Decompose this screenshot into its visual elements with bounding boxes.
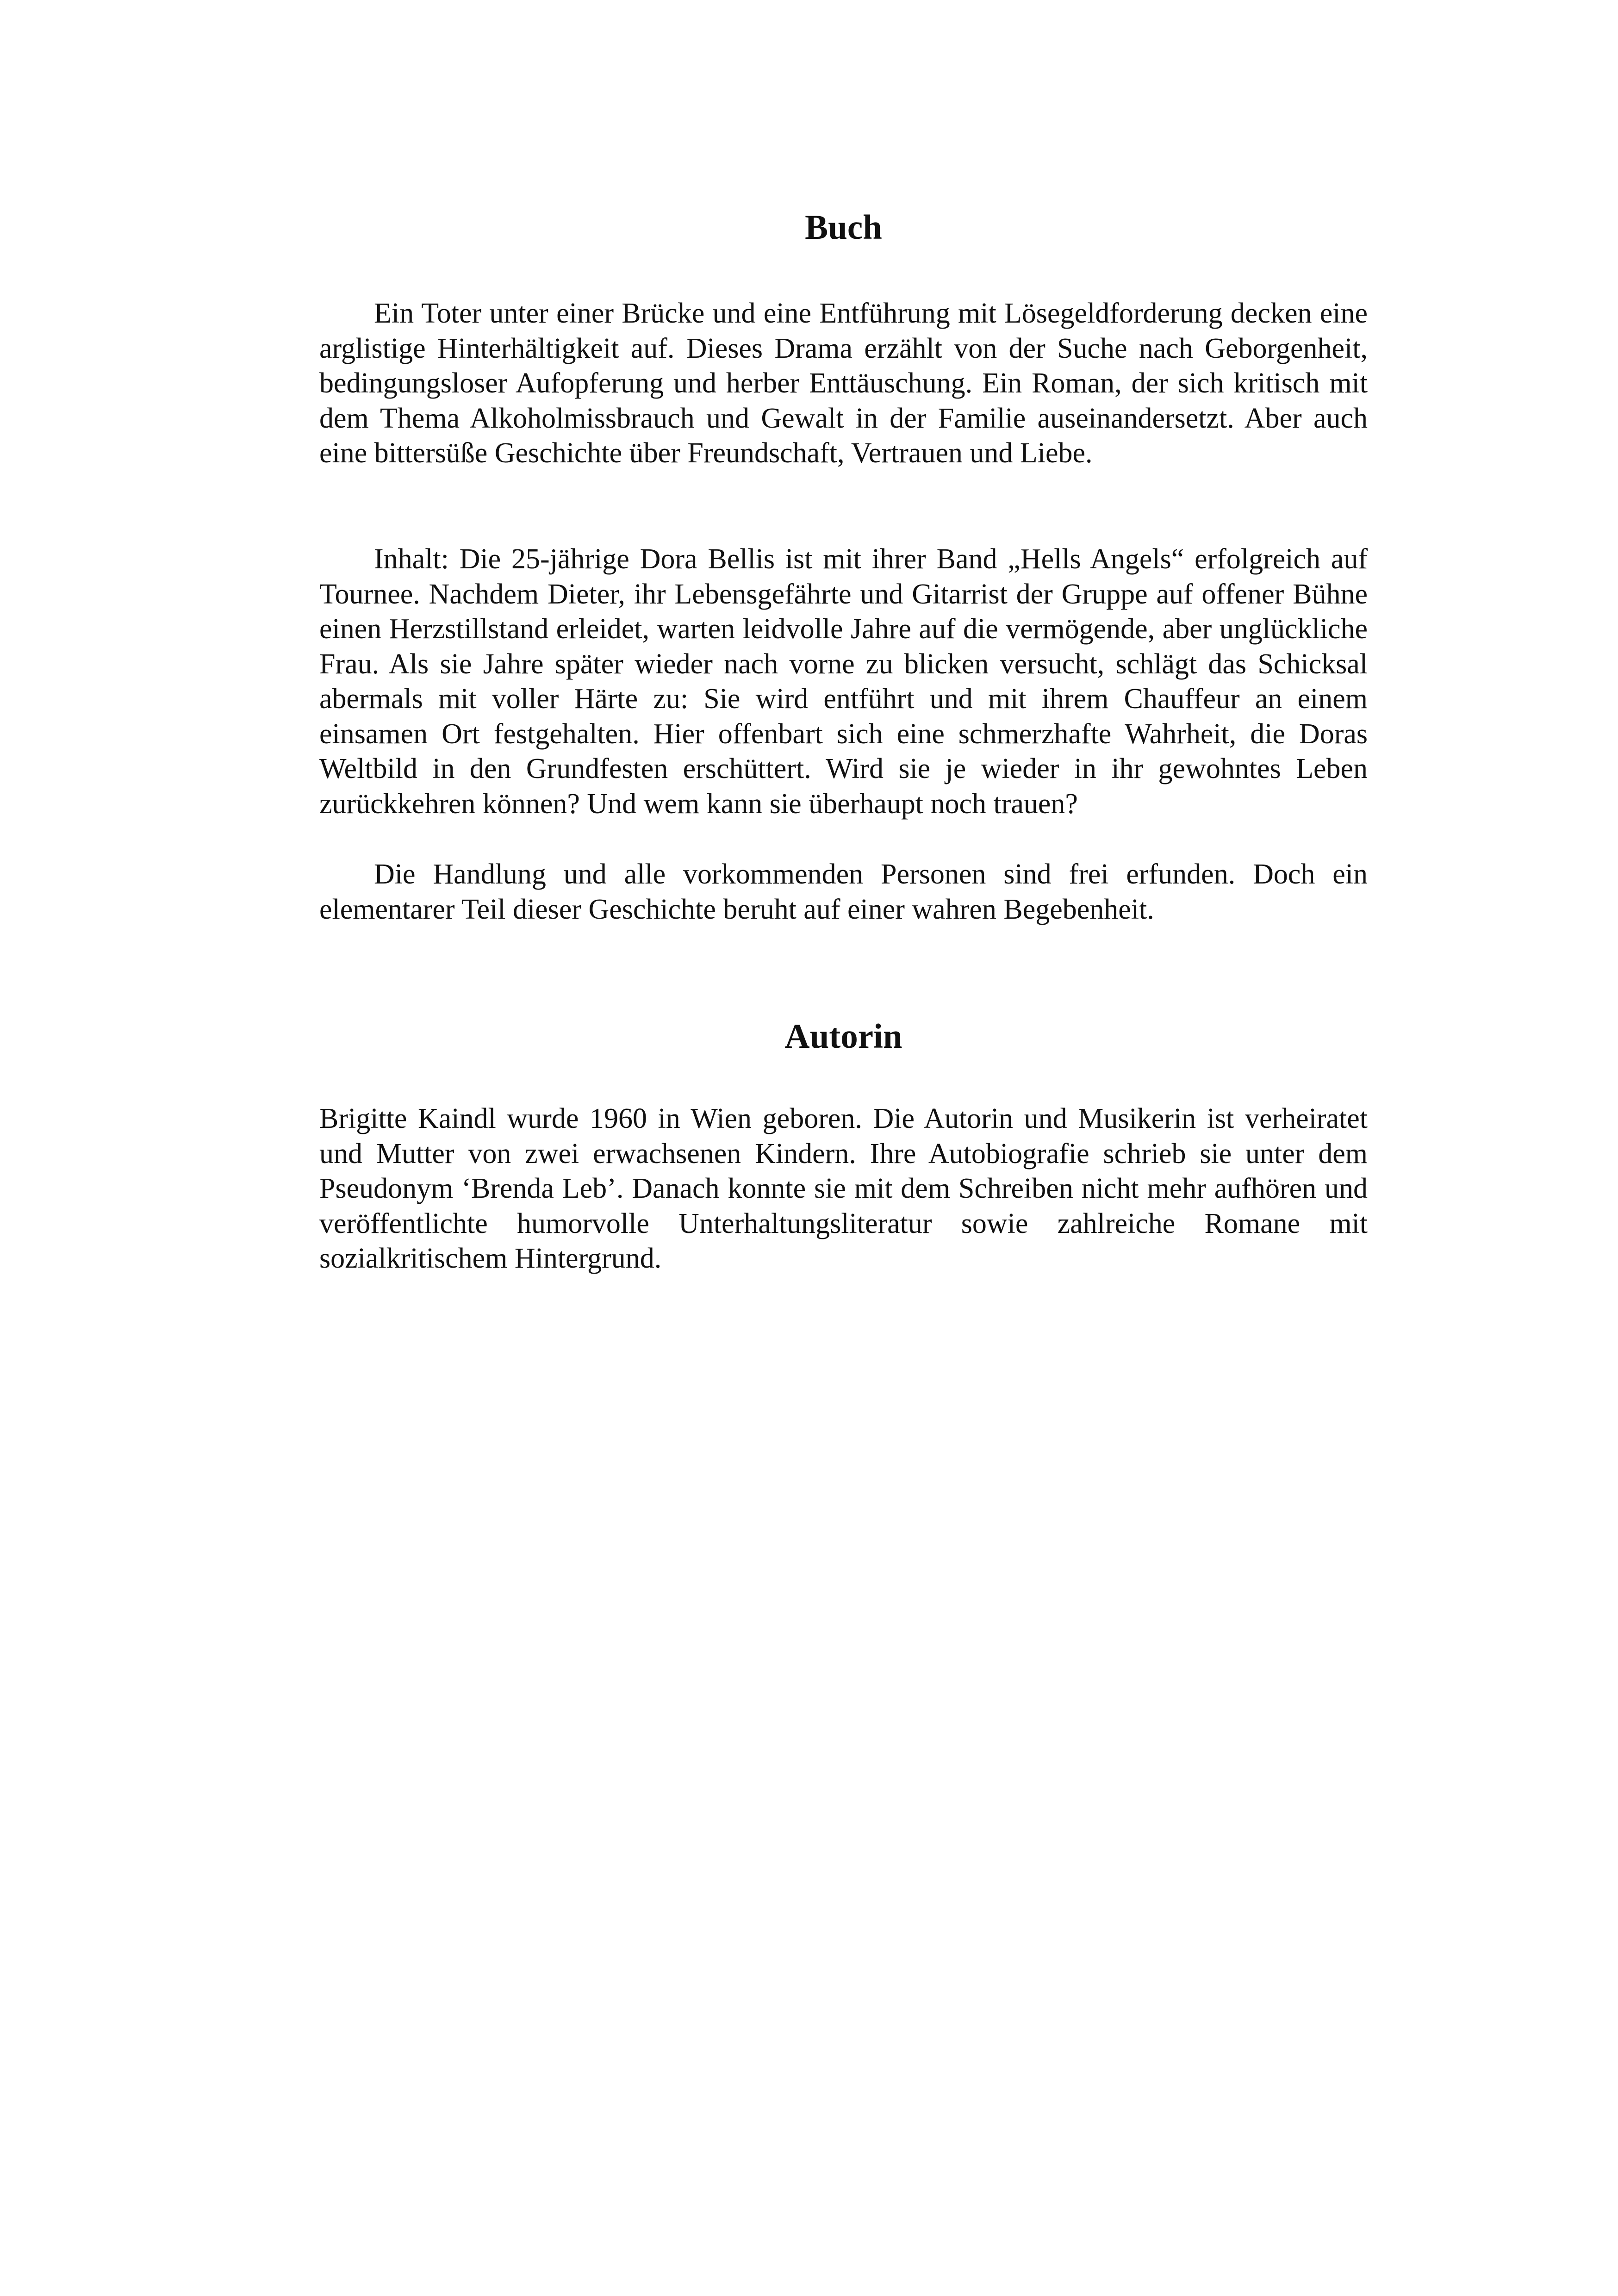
autorin-paragraph-bio: Brigitte Kaindl wurde 1960 in Wien geboren. Die Autorin und Musikerin ist verheiratet und Mutter von zwei erwachsenen Kindern. Ihre Autobiografie schrieb sie unter dem Pseudonym ‘Brenda Leb’. Danach konnte sie mit dem Schreiben nicht mehr aufhören und veröffentlichte humorvolle Unterhaltungsliteratur sowie zahlreiche Romane mit sozialkritischem Hintergrund. [319, 1103, 1368, 1274]
section-heading-autorin: Autorin [784, 1017, 902, 1056]
buch-paragraph-intro: Ein Toter unter einer Brücke und eine Entführung mit Lösegeldforderung decken eine arglistige Hinterhältigkeit auf. Dieses Drama erzählt von der Suche nach Geborgenheit, bedingungsloser Aufopferung und herber Enttäuschung. Ein Roman, der sich kritisch mit dem Thema Alkoholmissbrauch und Gewalt in der Familie auseinandersetzt. Aber auch eine bittersüße Geschichte über Freundschaft, Vertrauen und Liebe. [319, 298, 1368, 469]
section-heading-buch: Buch [805, 208, 882, 247]
buch-paragraph-disclaimer: Die Handlung und alle vorkommenden Personen sind frei erfunden. Doch ein elementarer Teil dieser Geschichte beruht auf einer wahren Begebenheit. [319, 859, 1368, 925]
buch-paragraph-inhalt: Inhalt: Die 25-jährige Dora Bellis ist mit ihrer Band „Hells Angels“ erfolgreich auf Tournee. Nachdem Dieter, ihr Lebensgefährte und Gitarrist der Gruppe auf offener Bühne einen Herzstillstand erleidet, warten leidvolle Jahre auf die vermögende, aber unglückliche Frau. Als sie Jahre später wieder nach vorne zu blicken versucht, schlägt das Schicksal abermals mit voller Härte zu: Sie wird entführt und mit ihrem Chauffeur an einem einsamen Ort festgehalten. Hier offenbart sich eine schmerzhafte Wahrheit, die Doras Weltbild in den Grundfesten erschüttert. Wird sie je wieder in ihr gewohntes Leben zurückkehren können? Und wem kann sie überhaupt noch trauen? [319, 543, 1368, 820]
